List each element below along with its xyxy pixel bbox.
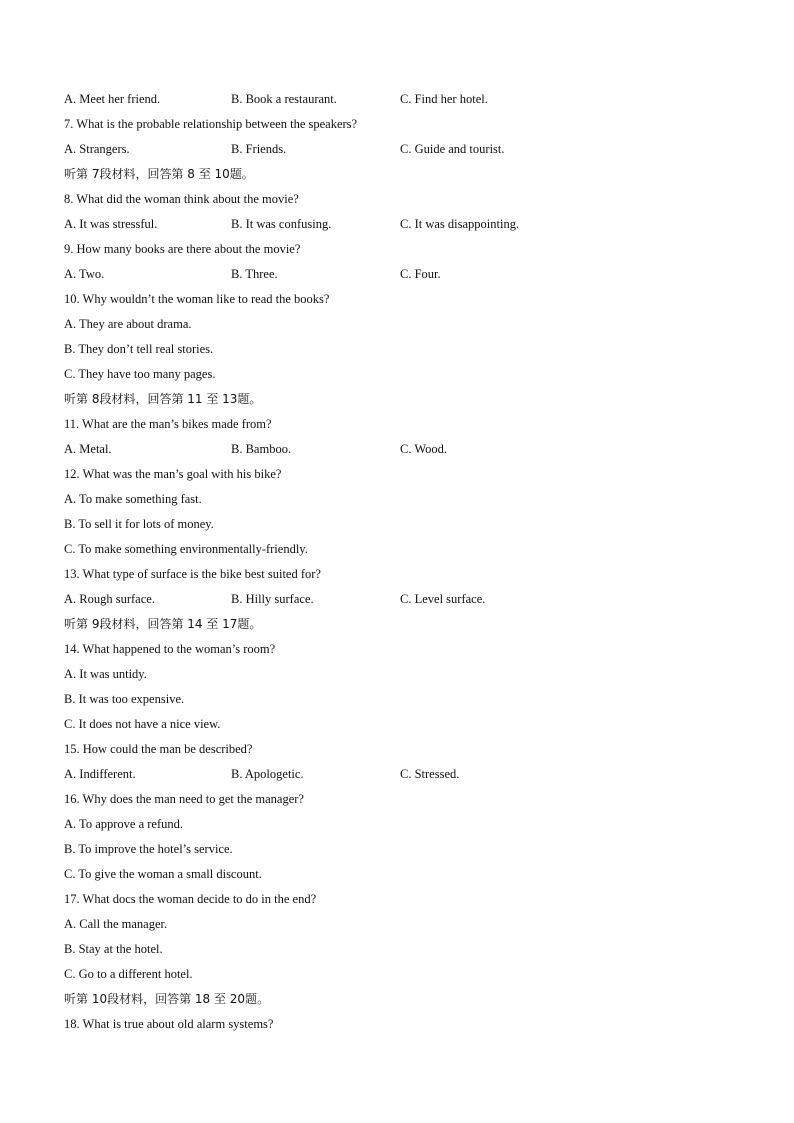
answer-option: [64, 539, 744, 564]
question-label: 12. What was the man’s goal with his bike?: [64, 467, 282, 481]
option-label: A. Call the manager.: [64, 917, 168, 931]
question-label: 17. What docs the woman decide to do in the end?: [64, 892, 317, 906]
answer-option-c: C. Level surface.: [400, 592, 486, 606]
answer-option: [64, 714, 744, 739]
options-row: [64, 139, 744, 164]
answer-option-c: C. Four.: [400, 267, 441, 281]
question-label: 7. What is the probable relationship between the speakers?: [64, 117, 358, 131]
answer-option: [64, 964, 744, 989]
option-label: B. They don’t tell real stories.: [64, 342, 214, 356]
answer-option-b: B. Bamboo.: [231, 442, 292, 456]
question-label: 15. How could the man be described?: [64, 742, 253, 756]
option-label: B. To improve the hotel’s service.: [64, 842, 233, 856]
answer-option-a: A. Rough surface.: [64, 592, 155, 606]
option-label: C. To make something environmentally-friendly.: [64, 542, 308, 556]
answer-option-c: C. Stressed.: [400, 767, 460, 781]
option-label: C. Go to a different hotel.: [64, 967, 193, 981]
question-text: [64, 464, 744, 489]
section-instruction: [64, 989, 744, 1014]
option-label: A. They are about drama.: [64, 317, 192, 331]
answer-option-b: B. Three.: [231, 267, 278, 281]
question-label: 18. What is true about old alarm systems?: [64, 1017, 274, 1031]
options-row: [64, 89, 744, 114]
section-label: 听第 9段材料，回答第 14 至 17题。: [64, 617, 262, 631]
question-text: [64, 639, 744, 664]
option-label: A. To approve a refund.: [64, 817, 183, 831]
answer-option-a: A. Strangers.: [64, 142, 130, 156]
option-label: A. To make something fast.: [64, 492, 202, 506]
answer-option: [64, 914, 744, 939]
question-text: [64, 114, 744, 139]
question-label: 10. Why wouldn’t the woman like to read the books?: [64, 292, 330, 306]
option-label: B. Stay at the hotel.: [64, 942, 163, 956]
answer-option-a: A. Meet her friend.: [64, 92, 161, 106]
option-label: C. They have too many pages.: [64, 367, 216, 381]
option-label: C. To give the woman a small discount.: [64, 867, 262, 881]
answer-option: [64, 864, 744, 889]
answer-option-b: B. Friends.: [231, 142, 287, 156]
answer-option-c: C. Find her hotel.: [400, 92, 488, 106]
answer-option-b: B. Apologetic.: [231, 767, 304, 781]
answer-option: [64, 939, 744, 964]
option-label: C. It does not have a nice view.: [64, 717, 221, 731]
question-text: [64, 1014, 744, 1039]
section-instruction: [64, 164, 744, 189]
answer-option-c: C. It was disappointing.: [400, 217, 520, 231]
answer-option: [64, 664, 744, 689]
question-text: [64, 189, 744, 214]
answer-option: [64, 489, 744, 514]
options-row: [64, 439, 744, 464]
options-row: [64, 264, 744, 289]
section-instruction: [64, 389, 744, 414]
options-row: [64, 764, 744, 789]
question-label: 11. What are the man’s bikes made from?: [64, 417, 272, 431]
question-text: [64, 414, 744, 439]
options-row: [64, 589, 744, 614]
question-label: 8. What did the woman think about the movie?: [64, 192, 299, 206]
question-text: [64, 564, 744, 589]
answer-option: [64, 364, 744, 389]
question-text: [64, 239, 744, 264]
answer-option-a: A. It was stressful.: [64, 217, 158, 231]
question-label: 9. How many books are there about the movie?: [64, 242, 301, 256]
option-label: B. To sell it for lots of money.: [64, 517, 214, 531]
answer-option-a: A. Indifferent.: [64, 767, 136, 781]
option-label: B. It was too expensive.: [64, 692, 185, 706]
answer-option-b: B. Book a restaurant.: [231, 92, 337, 106]
question-text: [64, 789, 744, 814]
question-label: 14. What happened to the woman’s room?: [64, 642, 276, 656]
answer-option: [64, 689, 744, 714]
section-label: 听第 8段材料，回答第 11 至 13题。: [64, 392, 262, 406]
question-text: [64, 889, 744, 914]
question-label: 13. What type of surface is the bike best suited for?: [64, 567, 321, 581]
answer-option-a: A. Metal.: [64, 442, 112, 456]
answer-option-a: A. Two.: [64, 267, 105, 281]
question-text: [64, 739, 744, 764]
answer-option: [64, 339, 744, 364]
section-instruction: [64, 614, 744, 639]
answer-option-c: C. Guide and tourist.: [400, 142, 505, 156]
section-label: 听第 7段材料，回答第 8 至 10题。: [64, 167, 254, 181]
option-label: A. It was untidy.: [64, 667, 147, 681]
exam-page: [64, 89, 744, 1039]
question-label: 16. Why does the man need to get the manager?: [64, 792, 304, 806]
answer-option-c: C. Wood.: [400, 442, 448, 456]
answer-option-b: B. It was confusing.: [231, 217, 332, 231]
answer-option: [64, 314, 744, 339]
answer-option: [64, 839, 744, 864]
options-row: [64, 214, 744, 239]
answer-option-b: B. Hilly surface.: [231, 592, 314, 606]
section-label: 听第 10段材料，回答第 18 至 20题。: [64, 992, 270, 1006]
answer-option: [64, 514, 744, 539]
question-text: [64, 289, 744, 314]
answer-option: [64, 814, 744, 839]
